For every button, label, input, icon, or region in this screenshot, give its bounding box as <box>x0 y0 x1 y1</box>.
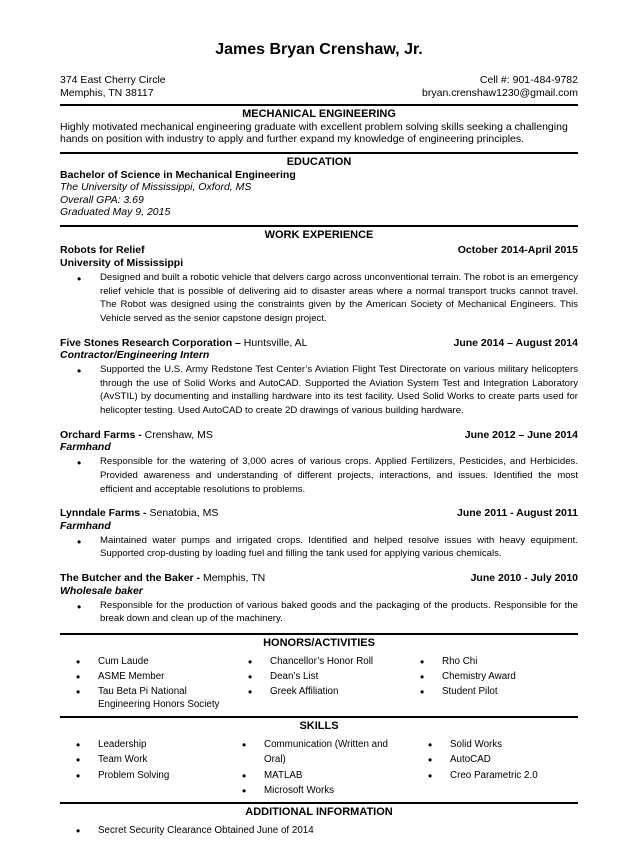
work-entry-header <box>60 244 578 257</box>
list-item: • Responsible for the watering of 3,000 acres of various crops. Applied Fertilizers, Pesticides, and Herbicides. Provided awareness and understanding of different projects, interactions, and issues. Identified the most efficient and acceptable resolutions to problems. <box>100 455 578 496</box>
work-heading: WORK EXPERIENCE <box>60 225 578 242</box>
employment-dates: October 2014-April 2015 <box>457 244 578 257</box>
employer <box>60 429 213 442</box>
job-bullets <box>60 271 578 325</box>
job-title: Wholesale baker <box>60 584 143 597</box>
additional-block <box>60 823 578 838</box>
degree: Bachelor of Science in Mechanical Engineering <box>60 168 296 181</box>
work-entry-header <box>60 337 578 350</box>
list-item: • Maintained water pumps and irrigated crops. Identified and helped resolve issues with heavy equipment. Supported crop-dusting by loading fuel and filling the tank used for applying various chemicals. <box>100 534 578 561</box>
work-entry <box>60 507 578 561</box>
list-item <box>98 684 232 712</box>
graduation-date: Graduated May 9, 2015 <box>60 206 171 218</box>
work-list <box>60 244 578 625</box>
employer <box>60 337 307 350</box>
contact-block <box>60 74 578 98</box>
work-entry <box>60 244 578 325</box>
employer-location: Crenshaw, MS <box>141 428 213 441</box>
work-entry-header <box>60 572 578 585</box>
work-entry <box>60 337 578 418</box>
list-item: • Rho Chi <box>442 654 576 669</box>
address-line-1: 374 East Cherry Circle <box>60 74 166 87</box>
resume-page <box>60 0 578 838</box>
list-item: • Student Pilot <box>442 684 576 699</box>
honor-text: Tau Beta Pi National <box>98 686 187 698</box>
objective-heading: MECHANICAL ENGINEERING <box>60 104 578 121</box>
list-item: • Designed and built a robotic vehicle that delvers cargo across unconventional terrain. The robot is an emergency relief vehicle that is possible of delivering aid to disaster areas where a normal transport trucks cannot travel. The Robot was designed using the constraints given by the American Society of Mechanical Engineers. This Vehicle served as the senior capstone design project. <box>100 271 578 325</box>
employment-dates: June 2010 - July 2010 <box>470 572 578 584</box>
employer <box>60 572 265 585</box>
list-item: • Dean’s List <box>270 669 404 684</box>
employer-name: Robots for Relief <box>60 244 145 257</box>
additional-heading: ADDITIONAL INFORMATION <box>60 802 578 819</box>
employer-name: The Butcher and the Baker - <box>60 572 201 584</box>
address-line-2: Memphis, TN 38117 <box>60 86 154 99</box>
employment-dates: June 2012 – June 2014 <box>464 428 578 441</box>
list-item: • Creo Parametric 2.0 <box>450 768 578 783</box>
skills-col-1 <box>60 737 226 798</box>
job-title: Farmhand <box>60 441 111 454</box>
honors-columns <box>60 654 578 712</box>
phone-email <box>422 74 578 98</box>
list-item: • Greek Affiliation <box>270 684 404 699</box>
list-item: • Problem Solving <box>98 768 226 783</box>
work-entry <box>60 572 578 626</box>
employment-dates: June 2014 – August 2014 <box>453 336 578 349</box>
employer-name: Lynndale Farms - <box>60 507 147 520</box>
list-item: • Chancellor’s Honor Roll <box>270 654 404 669</box>
skills-heading: SKILLS <box>60 716 578 733</box>
employer <box>60 244 145 257</box>
list-item: • Communication (Written and Oral) <box>264 737 392 767</box>
education-heading: EDUCATION <box>60 152 578 169</box>
employer <box>60 507 218 520</box>
list-item: • Team Work <box>98 752 226 767</box>
work-entry-header <box>60 429 578 442</box>
list-item: • Secret Security Clearance Obtained June of 2014 <box>98 823 460 838</box>
job-bullets <box>60 363 578 417</box>
skills-col-2 <box>226 737 392 798</box>
employer-location: Memphis, TN <box>200 572 266 584</box>
list-item: • Solid Works <box>450 737 578 752</box>
work-entry <box>60 429 578 496</box>
honors-col-3 <box>404 654 576 712</box>
job-title: University of Mississippi <box>60 257 184 270</box>
address <box>60 74 166 98</box>
objective-text: Highly motivated mechanical engineering graduate with excellent problem solving skills seeking a challenging hands on position with industry to apply and further expand my knowledge of engineering principles. <box>60 120 568 145</box>
education-block <box>60 169 578 219</box>
list-item: • AutoCAD <box>450 752 578 767</box>
honors-col-1 <box>60 654 232 712</box>
list-item: • Leadership <box>98 737 226 752</box>
school: The University of Mississippi, Oxford, MS <box>60 181 252 194</box>
honor-continuation: Engineering Honors Society <box>98 699 220 711</box>
employer-location: Huntsville, AL <box>240 336 308 349</box>
skills-columns <box>60 737 578 798</box>
list-item: • MATLAB <box>264 768 392 783</box>
employer-location: Senatobia, MS <box>146 507 219 520</box>
resume-name: James Bryan Crenshaw, Jr. <box>215 41 423 58</box>
job-title: Farmhand <box>60 519 111 532</box>
skills-col-3 <box>392 737 578 798</box>
gpa: Overall GPA: 3.69 <box>60 193 144 206</box>
job-title: Contractor/Engineering Intern <box>60 349 210 362</box>
additional-col <box>60 823 460 838</box>
list-item: • ASME Member <box>98 669 232 684</box>
employer-name: Five Stones Research Corporation – <box>60 336 241 349</box>
phone: Cell #: 901-484-9782 <box>479 74 578 87</box>
job-bullets <box>60 599 578 626</box>
job-bullets <box>60 534 578 561</box>
list-item: • Supported the U.S. Army Redstone Test Center’s Aviation Flight Test Directorate on various military helicopters through the use of Solid Works and AutoCAD. Supported the Aviation System Test and Integration Laboratory (AvSTIL) by documenting and installing hardware into its test facility. Used Solid Works to create parts used for helicopter testing. Used AutoCAD to create 2D drawings of various building hardware. <box>100 363 578 417</box>
employer-name: Orchard Farms - <box>60 428 142 441</box>
employment-dates: June 2011 - August 2011 <box>456 507 578 520</box>
honors-col-2 <box>232 654 404 712</box>
email: bryan.crenshaw1230@gmail.com <box>422 86 578 99</box>
list-item: • Responsible for the production of various baked goods and the packaging of the products. Responsible for the break down and clean up of the machinery. <box>100 599 578 626</box>
list-item: • Cum Laude <box>98 654 232 669</box>
work-entry-header <box>60 507 578 520</box>
job-bullets <box>60 455 578 496</box>
honors-heading: HONORS/ACTIVITIES <box>60 633 578 650</box>
list-item: • Microsoft Works <box>264 783 392 798</box>
list-item: • Chemistry Award <box>442 669 576 684</box>
